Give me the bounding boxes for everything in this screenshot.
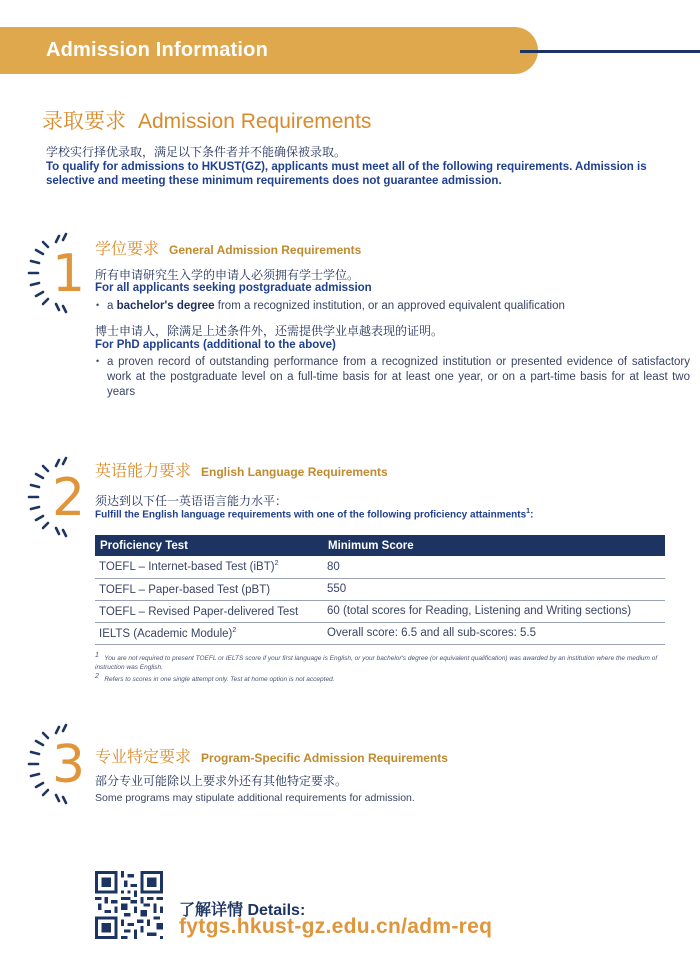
section-1-title-en: General Admission Requirements xyxy=(169,243,362,257)
footnote-1 xyxy=(95,652,665,672)
table-cell-test xyxy=(95,556,323,578)
section-3-title xyxy=(95,744,448,767)
footnote-ref: 2 xyxy=(274,560,279,568)
section-2-sub-cn: 须达到以下任一英语语言能力水平： xyxy=(95,494,288,508)
table-header-row xyxy=(95,535,665,556)
section-1-all-cn: 所有申请研究生入学的申请人必须拥有学士学位。 xyxy=(95,268,360,282)
header-divider-line xyxy=(520,50,700,53)
section-2-sub-en xyxy=(95,508,533,520)
item-prefix: a xyxy=(107,300,117,312)
header-title: Admission Information xyxy=(46,39,268,61)
table-cell-score: Overall score: 6.5 and all sub-scores: 5.5 xyxy=(323,622,665,644)
item-rest: from a recognized institution, or an approved equivalent qualification xyxy=(214,300,565,312)
table-cell-score: 80 xyxy=(323,556,665,578)
table-row xyxy=(95,556,665,578)
bullet-icon: • xyxy=(96,356,100,366)
section-2-number: 2 xyxy=(52,468,86,528)
footnote-1-text: You are not required to present TOEFL or IELTS score if your first language is English, or your bachelor's degree (or equivalent qualification) was awarded by an institution where the medium of instruction was English. xyxy=(95,655,658,671)
table-cell-test xyxy=(95,622,323,644)
section-2-title-cn: 英语能力要求 xyxy=(95,463,192,480)
table-cell-test xyxy=(95,600,323,622)
item-bold: bachelor's degree xyxy=(116,300,215,312)
section-2-title xyxy=(95,458,388,481)
english-requirements-table xyxy=(95,535,665,645)
section-3-number: 3 xyxy=(52,735,86,795)
table-cell-test xyxy=(95,578,323,600)
section-1-phd-en: For PhD applicants (additional to the above) xyxy=(95,339,336,351)
page-title-cn: 录取要求 xyxy=(42,110,126,133)
section-1-phd-item: a proven record of outstanding performance from a recognized institution or presented evidence of satisfactory work at the postgraduate level on a full-time basis for at least one year, or on a part-time basis for at least two years xyxy=(107,356,690,398)
intro-text-en: To qualify for admissions to HKUST(GZ), applicants must meet all of the following requirements. Admission is selective and meeting these minimum requirements does not guarantee admission. xyxy=(46,161,647,187)
section-1-phd-cn: 博士申请人，除满足上述条件外，还需提供学业卓越表现的证明。 xyxy=(95,324,444,338)
footnote-2-number: 2 xyxy=(95,673,99,680)
table-header-test: Proficiency Test xyxy=(95,535,323,556)
table-header-score: Minimum Score xyxy=(323,535,665,556)
section-2-title-en: English Language Requirements xyxy=(201,465,388,479)
test-name: IELTS (Academic Module) xyxy=(99,627,233,640)
qr-code-icon[interactable] xyxy=(95,871,163,939)
section-1-title xyxy=(95,236,361,259)
footnote-1-number: 1 xyxy=(95,652,99,659)
footnote-2 xyxy=(95,673,665,685)
sub-en-text: Fulfill the English language requirements with one of the following proficiency attainments xyxy=(95,509,527,521)
sub-en-end: : xyxy=(530,509,534,521)
footnote-2-text: Refers to scores in one single attempt only. Test at home option is not accepted. xyxy=(104,676,335,684)
test-name: TOEFL – Revised Paper-delivered Test xyxy=(99,605,299,618)
page-title xyxy=(42,105,371,135)
intro-text-cn: 学校实行择优录取，满足以下条件者并不能确保被录取。 xyxy=(46,145,347,159)
section-1-all-en: For all applicants seeking postgraduate admission xyxy=(95,282,372,294)
section-3-title-cn: 专业特定要求 xyxy=(95,749,192,766)
table-row xyxy=(95,578,665,600)
section-1-title-cn: 学位要求 xyxy=(95,241,160,258)
details-label-cn: 了解详情 xyxy=(179,902,244,919)
section-1-all-item xyxy=(107,299,565,314)
section-3-title-en: Program-Specific Admission Requirements xyxy=(201,751,448,765)
section-1-number: 1 xyxy=(52,244,86,304)
details-url-link[interactable]: fytgs.hkust-gz.edu.cn/adm-req xyxy=(179,915,493,938)
footnote-ref: 2 xyxy=(232,626,237,634)
table-cell-score: 60 (total scores for Reading, Listening and Writing sections) xyxy=(323,600,665,622)
section-3-body-cn: 部分专业可能除以上要求外还有其他特定要求。 xyxy=(95,774,348,788)
test-name: TOEFL – Internet-based Test (iBT) xyxy=(99,561,275,574)
details-label-en: Details: xyxy=(247,902,306,919)
table-row xyxy=(95,622,665,644)
bullet-icon: • xyxy=(96,300,100,310)
footnote-ref: 1 xyxy=(526,508,531,515)
page-title-en: Admission Requirements xyxy=(138,110,372,133)
section-3-body-en: Some programs may stipulate additional requirements for admission. xyxy=(95,792,415,804)
test-name: TOEFL – Paper-based Test (pBT) xyxy=(99,583,271,596)
table-cell-score: 550 xyxy=(323,578,665,600)
table-row xyxy=(95,600,665,622)
